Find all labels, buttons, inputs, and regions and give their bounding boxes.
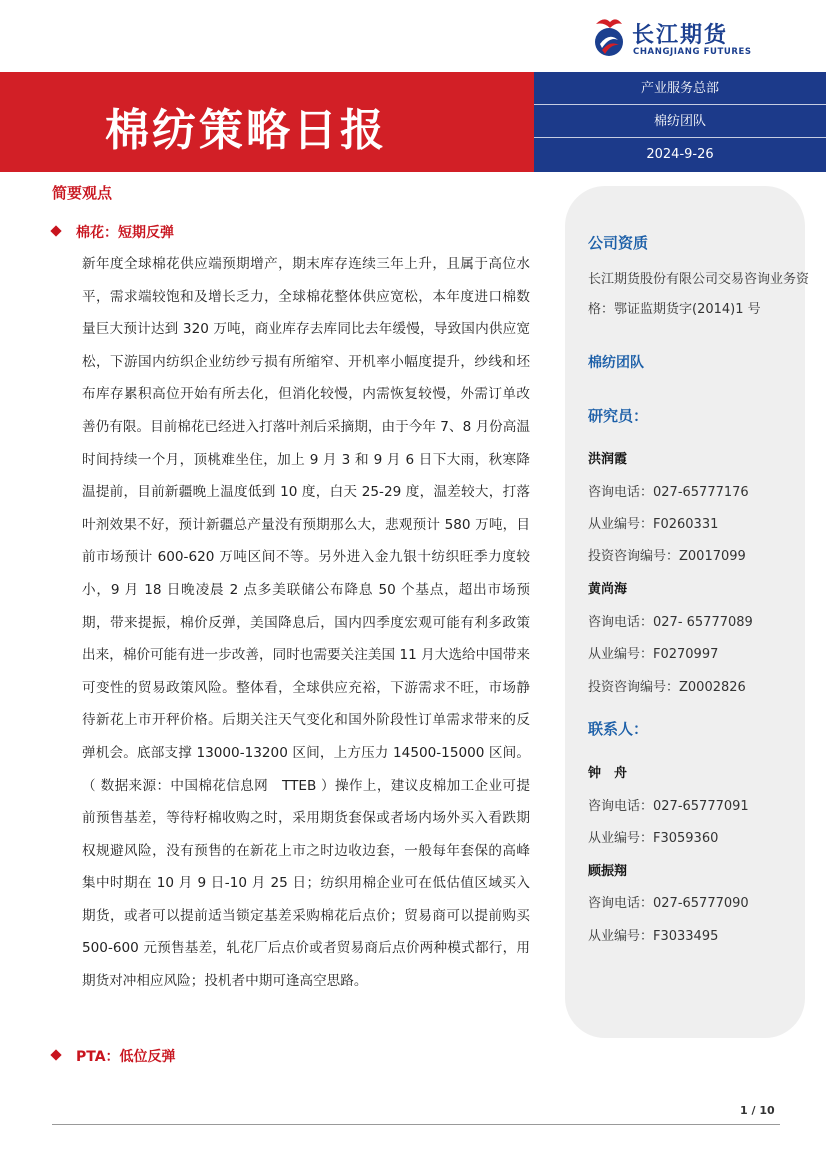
- researcher-name: 洪润霞: [588, 452, 628, 467]
- page-number: 1 / 10: [740, 1104, 775, 1117]
- researcher-phone: 咨询电话：027-65777176: [588, 485, 749, 500]
- contact-name: 钟 舟: [588, 766, 628, 781]
- contact-name: 顾振翔: [588, 864, 628, 879]
- report-title: 棉纺策略日报: [105, 105, 387, 156]
- footer-divider: [52, 1124, 780, 1125]
- team-title: 棉纺团队: [588, 355, 644, 371]
- researcher-name: 黄尚海: [588, 582, 628, 597]
- cotton-heading: [52, 222, 174, 242]
- qualification-title: 公司资质: [588, 234, 649, 252]
- researcher-phone: 咨询电话：027- 65777089: [588, 615, 753, 630]
- pta-heading: [52, 1046, 176, 1066]
- cotton-analysis-text: 新年度全球棉花供应端预期增产，期末库存连续三年上升，且属于高位水平，需求端较饱和及增长乏力，全球棉花整体供应宽松，本年度进口棉数量巨大预计达到 320 万吨，商业库存去库同比去年缓慢，导致国内供应宽松，下游国内纺织企业纺纱亏损有所缩窄、开机率小幅度提升，纱线和坯布库存累积高位开始有所去化，但消化较慢，内需恢复较慢，外需订单改善仍有限。目前棉花已经进入打落叶剂后采摘期，由于今年 7、8 月份高温时间持续一个月，顶桃难坐住，加上 9 月 3 和 9 月 6 日下大雨，秋寒降温提前，目前新疆晚上温度低到 10 度，白天 25-29 度，温差较大，打落叶剂效果不好，预计新疆总产量没有预期那么大，悲观预计 580 万吨，目前市场预计 600-620 万吨区间不等。另外进入金九银十纺织旺季力度较小，9 月 18 日晚凌晨 2 点多美联储公布降息 50 个基点，超出市场预期，带来提振，棉价反弹，美国降息后，国内四季度宏观可能有利多政策出来，棉价可能有进一步改善，同时也需要关注美国 11 月大选给中国带来可变性的贸易政策风险。整体看，全球供应充裕，下游需求不旺，市场静待新花上市开秤价格。后期关注天气变化和国外阶段性订单需求带来的反弹机会。底部支撑 13000-13200 区间，上方压力 14500-15000 区间。（ 数据来源：中国棉花信息网 TTEB ）操作上，建议皮棉加工企业可提前预售基差，等待籽棉收购之时，采用期货套保或者场内场外买入看跌期权规避风险，没有预售的在新花上市之时边收边套，一般每年套保的高峰集中时期在 10 月 9 日-10 月 25 日；纺织用棉企业可在低估值区域买入期货，或者可以提前适当锁定基差采购棉花后点价；贸易商可以提前购买 500-600 元预售基差，轧花厂后点价或者贸易商后点价两种模式都行，用期货对冲相应风险；投机者中期可逢高空思路。: [82, 256, 530, 990]
- researcher-advisor-id: 投资咨询编号：Z0017099: [588, 549, 746, 564]
- section-title: 简要观点: [52, 184, 113, 202]
- cotton-heading-text: 棉花：短期反弹: [76, 225, 174, 241]
- team-label: 棉纺团队: [534, 105, 826, 138]
- qualification-text: 长江期货股份有限公司交易咨询业务资格：鄂证监期货字(2014)1 号: [588, 272, 810, 317]
- report-date: 2024-9-26: [646, 147, 714, 162]
- diamond-bullet-icon: [50, 1049, 61, 1060]
- researcher-license: 从业编号：F0270997: [588, 647, 719, 662]
- banner-title-area: [0, 72, 534, 172]
- researchers-title: 研究员：: [588, 407, 649, 425]
- report-banner: [0, 72, 826, 172]
- contacts-title: 联系人：: [588, 720, 649, 738]
- logo-name-en: CHANGJIANG FUTURES: [633, 47, 752, 57]
- logo-mark-icon: [590, 14, 628, 58]
- contact-license: 从业编号：F3059360: [588, 831, 719, 846]
- researcher-license: 从业编号：F0260331: [588, 517, 719, 532]
- department-label: 产业服务总部: [534, 72, 826, 105]
- diamond-bullet-icon: [50, 225, 61, 236]
- pta-heading-text: PTA：低位反弹: [76, 1049, 176, 1065]
- contact-license: 从业编号：F3033495: [588, 929, 719, 944]
- company-logo: [590, 14, 770, 60]
- contact-phone: 咨询电话：027-65777090: [588, 896, 749, 911]
- banner-info-panel: [534, 72, 826, 172]
- logo-name-cn: 长江期货: [632, 23, 729, 48]
- researcher-advisor-id: 投资咨询编号：Z0002826: [588, 680, 746, 695]
- contact-phone: 咨询电话：027-65777091: [588, 799, 749, 814]
